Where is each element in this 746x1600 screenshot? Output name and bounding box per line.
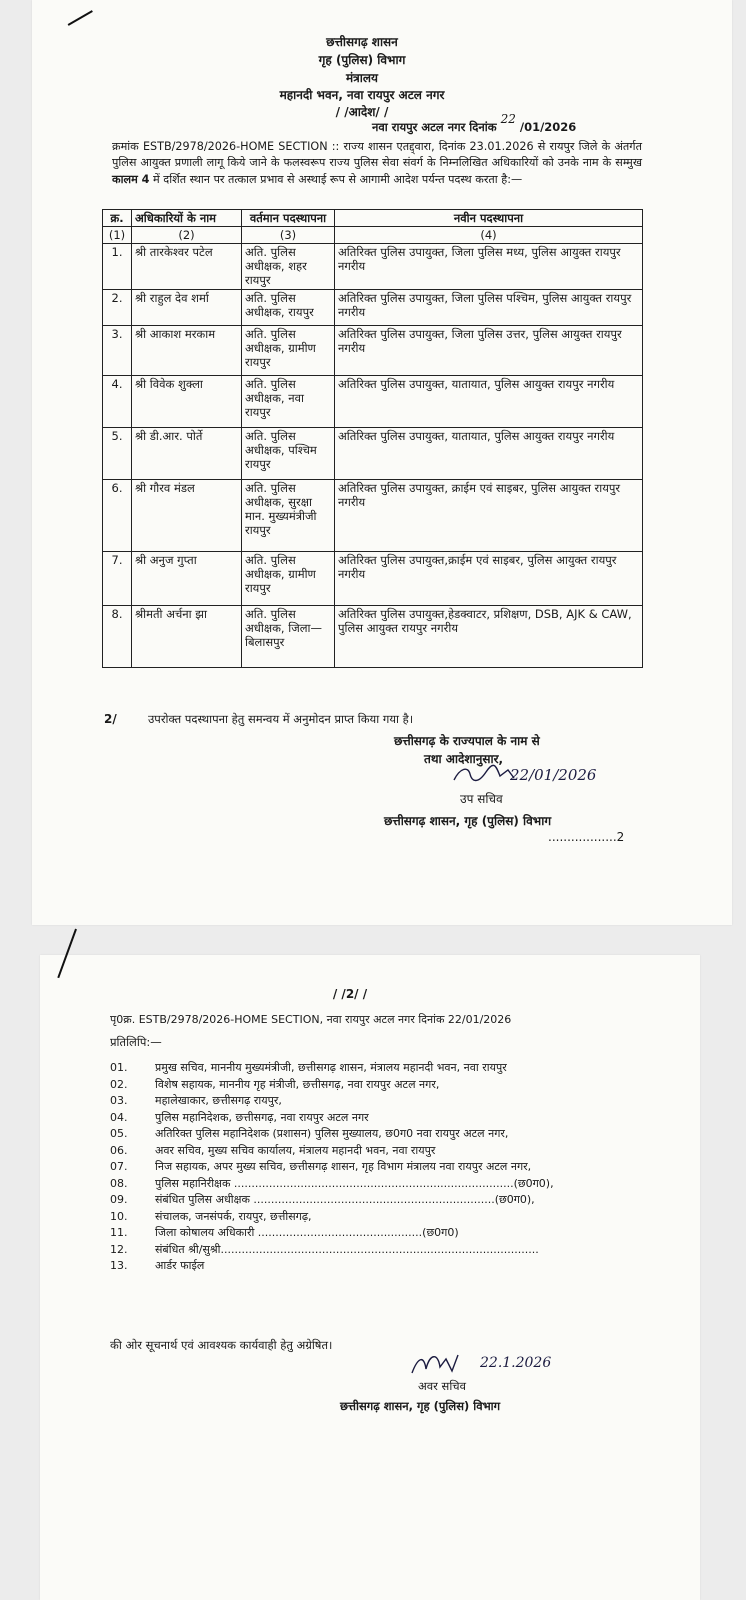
date-handwritten: 22 (500, 112, 516, 126)
order-page-1 (32, 0, 732, 925)
table-row (103, 606, 643, 668)
row-serial: 7. (103, 552, 132, 606)
list-item (110, 1061, 630, 1076)
postings-table (102, 209, 643, 668)
page-marker: / /2/ / (332, 987, 368, 1001)
signature-date: 22/01/2026 (510, 766, 597, 784)
list-item-number: 13. (110, 1259, 128, 1272)
list-item (110, 1094, 630, 1109)
governor-line: छत्तीसगढ़ के राज्यपाल के नाम से (394, 734, 540, 748)
header-officer-name: अधिकारियों के नाम (132, 210, 242, 227)
list-item-text: आर्डर फाईल (155, 1259, 205, 1272)
pen-mark (57, 929, 76, 978)
list-item (110, 1226, 630, 1241)
new-posting: अतिरिक्त पुलिस उपायुक्त, जिला पुलिस मध्य, पुलिस आयुक्त रायपुर नगरीय (335, 244, 643, 290)
list-item (110, 1243, 630, 1258)
copy-heading: प्रतिलिपि:— (110, 1035, 162, 1049)
order-paragraph-end: में दर्शित स्थान पर तत्काल प्रभाव से अस्थाई रूप से आगामी आदेश पर्यन्त पदस्थ करता है:— (149, 172, 523, 186)
table-row (103, 428, 643, 480)
list-item (110, 1144, 630, 1159)
current-posting: अति. पुलिस अधीक्षक, नवा रायपुर (242, 376, 335, 428)
list-item (110, 1127, 630, 1142)
new-posting: अतिरिक्त पुलिस उपायुक्त, यातायात, पुलिस आयुक्त रायपुर नगरीय (335, 376, 643, 428)
list-item-text: जिला कोषालय अधिकारी ...............................................(छ0ग0) (155, 1226, 459, 1239)
copy-list (110, 1061, 630, 1276)
order-line: तथा आदेशानुसार, (424, 752, 504, 766)
signatory-title: उप सचिव (460, 792, 503, 806)
reference-line: पृ0क्र. ESTB/2978/2026-HOME SECTION, नवा रायपुर अटल नगर दिनांक 22/01/2026 (110, 1013, 512, 1026)
list-item-number: 09. (110, 1193, 128, 1206)
table-row (103, 376, 643, 428)
list-item (110, 1111, 630, 1126)
new-posting: अतिरिक्त पुलिस उपायुक्त, जिला पुलिस पश्चिम, पुलिस आयुक्त रायपुर नगरीय (335, 290, 643, 326)
list-item (110, 1210, 630, 1225)
list-item-number: 08. (110, 1176, 128, 1190)
current-posting: अति. पुलिस अधीक्षक, ग्रामीण रायपुर (242, 552, 335, 606)
list-item (110, 1078, 630, 1093)
list-item (110, 1193, 630, 1208)
table-row (103, 244, 643, 290)
date-suffix: /01/2026 (519, 120, 577, 134)
header-state: छत्तीसगढ़ शासन (326, 35, 398, 49)
current-posting: अति. पुलिस अधीक्षक, जिला—बिलासपुर (242, 606, 335, 668)
row-serial: 6. (103, 480, 132, 552)
header-department: गृह (पुलिस) विभाग (318, 53, 406, 67)
officer-name: श्री राहुल देव शर्मा (132, 290, 242, 326)
list-item-text: संबंधित श्री/सुश्री........................................................................................... (155, 1242, 539, 1256)
list-item-text: निज सहायक, अपर मुख्य सचिव, छत्तीसगढ़ शासन, गृह विभाग मंत्रालय नवा रायपुर अटल नगर, (155, 1160, 532, 1173)
list-item-number: 02. (110, 1077, 128, 1091)
list-item-text: विशेष सहायक, माननीय गृह मंत्रीजी, छत्तीसगढ़, नवा रायपुर अटल नगर, (155, 1077, 440, 1091)
list-item-number: 05. (110, 1127, 128, 1140)
officer-name: श्री गौरव मंडल (132, 480, 242, 552)
row-serial: 5. (103, 428, 132, 480)
row-serial: 3. (103, 326, 132, 376)
new-posting: अतिरिक्त पुलिस उपायुक्त, यातायात, पुलिस आयुक्त रायपुर नगरीय (335, 428, 643, 480)
list-item-number: 03. (110, 1094, 128, 1107)
new-posting: अतिरिक्त पुलिस उपायुक्त,हेडक्वाटर, प्रशिक्षण, DSB, AJK & CAW, पुलिस आयुक्त रायपुर नगरीय (335, 606, 643, 668)
list-item-number: 11. (110, 1226, 128, 1239)
officer-name: श्री विवेक शुक्ला (132, 376, 242, 428)
officer-name: श्री तारकेश्वर पटेल (132, 244, 242, 290)
list-item-text: महालेखाकार, छत्तीसगढ़ रायपुर, (155, 1094, 282, 1107)
page-continuation: ..................2 (548, 830, 625, 844)
table-header-row (103, 210, 643, 227)
officer-name: श्री आकाश मरकाम (132, 326, 242, 376)
list-item-number: 12. (110, 1242, 128, 1256)
current-posting: अति. पुलिस अधीक्षक, पश्चिम रायपुर (242, 428, 335, 480)
list-item-text: अतिरिक्त पुलिस महानिदेशक (प्रशासन) पुलिस मुख्यालय, छ0ग0 नवा रायपुर अटल नगर, (155, 1127, 509, 1140)
column-reference: कालम 4 (112, 172, 150, 186)
date-prefix: नवा रायपुर अटल नगर दिनांक (372, 120, 497, 134)
signature-date: 22.1.2026 (480, 1355, 552, 1371)
current-posting: अति. पुलिस अधीक्षक, शहर रायपुर (242, 244, 335, 290)
order-page-2 (40, 955, 700, 1600)
point-2-text: उपरोक्त पदस्थापना हेतु समन्वय में अनुमोदन प्राप्त किया गया है। (148, 712, 414, 726)
row-serial: 1. (103, 244, 132, 290)
list-item-text: प्रमुख सचिव, माननीय मुख्यमंत्रीजी, छत्तीसगढ़ शासन, मंत्रालय महानदी भवन, नवा रायपुर (155, 1061, 507, 1074)
list-item-text: पुलिस महानिरीक्षक ................................................................................(छ0ग0), (155, 1176, 554, 1190)
closing-line: की ओर सूचनार्थ एवं आवश्यक कार्यवाही हेतु अग्रेषित। (110, 1338, 333, 1352)
current-posting: अति. पुलिस अधीक्षक, रायपुर (242, 290, 335, 326)
order-date (372, 112, 577, 135)
header-new-posting: नवीन पदस्थापना (335, 210, 643, 227)
list-item (110, 1259, 630, 1274)
col-number: (2) (132, 227, 242, 244)
col-number: (3) (242, 227, 335, 244)
list-item (110, 1160, 630, 1175)
col-number: (4) (335, 227, 643, 244)
list-item-text: पुलिस महानिदेशक, छत्तीसगढ़, नवा रायपुर अटल नगर (155, 1110, 369, 1124)
new-posting: अतिरिक्त पुलिस उपायुक्त,क्राईम एवं साइबर, पुलिस आयुक्त रायपुर नगरीय (335, 552, 643, 606)
list-item-text: संचालक, जनसंपर्क, रायपुर, छत्तीसगढ़, (155, 1209, 312, 1223)
table-row (103, 290, 643, 326)
table-row (103, 480, 643, 552)
list-item (110, 1177, 630, 1192)
signatory-department: छत्तीसगढ़ शासन, गृह (पुलिस) विभाग (340, 1399, 501, 1413)
col-number: (1) (103, 227, 132, 244)
signatory-title: अवर सचिव (418, 1379, 466, 1393)
header-ministry: मंत्रालय (345, 71, 378, 85)
officer-name: श्रीमती अर्चना झा (132, 606, 242, 668)
order-heading: / /आदेश/ / (335, 105, 389, 119)
list-item-number: 04. (110, 1110, 128, 1124)
header-current-posting: वर्तमान पदस्थापना (242, 210, 335, 227)
current-posting: अति. पुलिस अधीक्षक, सुरक्षा मान. मुख्यमंत्रीजी रायपुर (242, 480, 335, 552)
table-column-number-row (103, 227, 643, 244)
current-posting: अति. पुलिस अधीक्षक, ग्रामीण रायपुर (242, 326, 335, 376)
new-posting: अतिरिक्त पुलिस उपायुक्त, जिला पुलिस उत्तर, पुलिस आयुक्त रायपुर नगरीय (335, 326, 643, 376)
pen-mark (68, 10, 93, 25)
new-posting: अतिरिक्त पुलिस उपायुक्त, क्राईम एवं साइबर, पुलिस आयुक्त रायपुर नगरीय (335, 480, 643, 552)
list-item-number: 10. (110, 1209, 128, 1223)
table-row (103, 326, 643, 376)
header-address: महानदी भवन, नवा रायपुर अटल नगर (279, 88, 445, 102)
officer-name: श्री डी.आर. पोर्ते (132, 428, 242, 480)
officer-name: श्री अनुज गुप्ता (132, 552, 242, 606)
header-serial: क्र. (103, 210, 132, 227)
order-paragraph (112, 139, 642, 188)
list-item-number: 06. (110, 1143, 128, 1157)
list-item-number: 01. (110, 1061, 128, 1074)
list-item-text: संबंधित पुलिस अधीक्षक .....................................................................(छ0ग0), (155, 1193, 535, 1206)
point-2-number: 2/ (104, 712, 117, 726)
table-row (103, 552, 643, 606)
list-item-text: अवर सचिव, मुख्य सचिव कार्यालय, मंत्रालय महानदी भवन, नवा रायपुर (155, 1143, 436, 1157)
row-serial: 4. (103, 376, 132, 428)
signatory-department: छत्तीसगढ़ शासन, गृह (पुलिस) विभाग (384, 814, 552, 828)
list-item-number: 07. (110, 1160, 128, 1173)
order-paragraph-start: क्रमांक ESTB/2978/2026-HOME SECTION :: राज्य शासन एतद्द्वारा, दिनांक 23.01.2026 से रायपुर जिले के अंतर्गत पुलिस आयुक्त प्रणाली लागू किये जाने के फलस्वरूप राज्य पुलिस सेवा संवर्ग के निम्नलिखित अधिकारियों को उनके नाम के सम्मुख (112, 140, 642, 170)
row-serial: 2. (103, 290, 132, 326)
row-serial: 8. (103, 606, 132, 668)
